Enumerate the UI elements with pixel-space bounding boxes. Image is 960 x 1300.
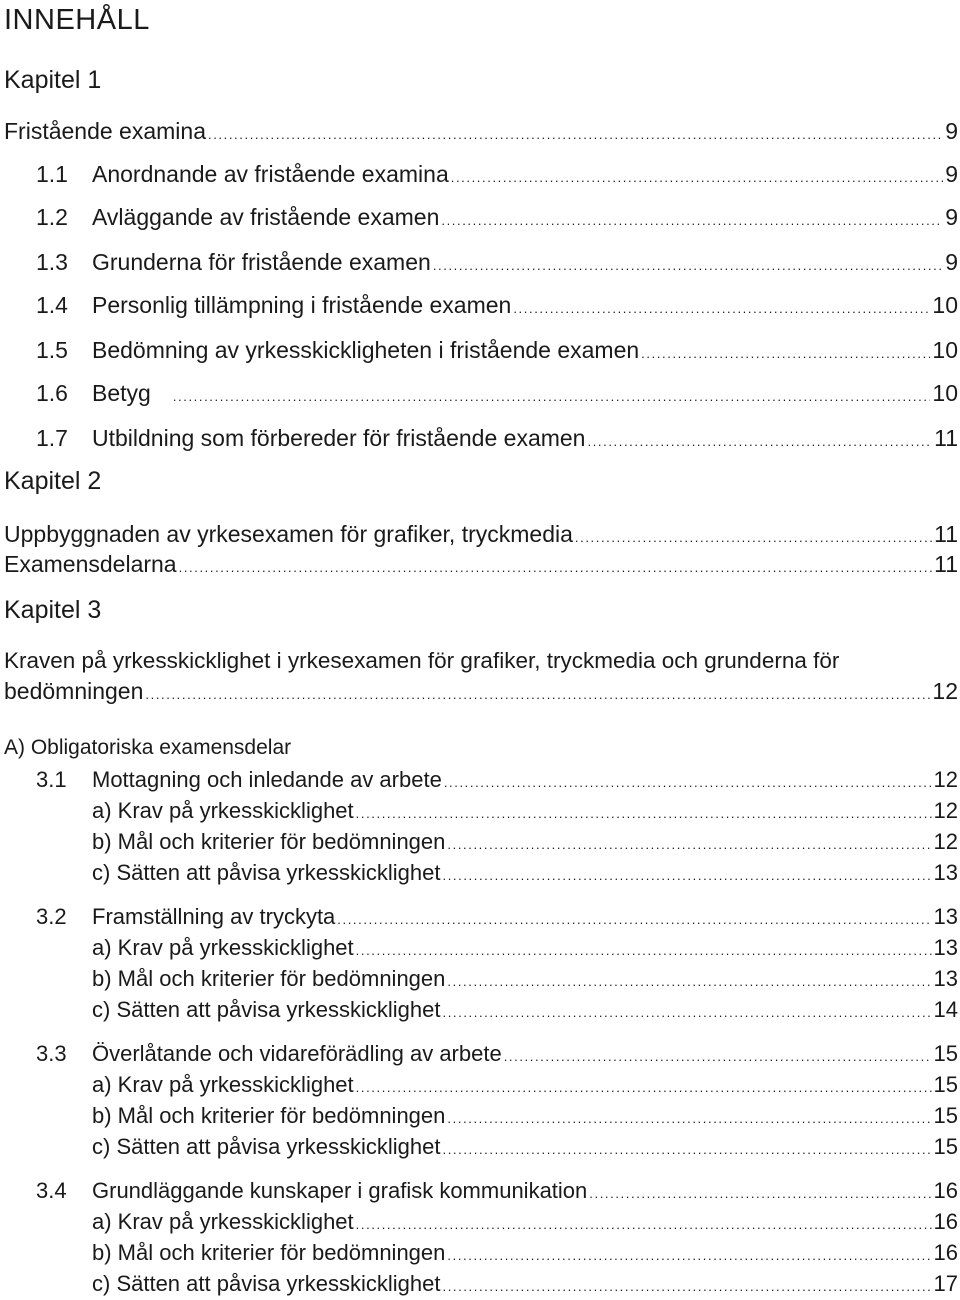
dot-leader [173, 390, 931, 403]
toc-entry-examensdelarna[interactable]: Examensdelarna ..... 11 [4, 549, 958, 579]
toc-entry-1-5[interactable]: 1.5 Bedömning av yrkesskickligheten i fristående examen ..... 10 [36, 335, 958, 365]
dot-leader [513, 302, 930, 315]
chapter-1-heading: Kapitel 1 [4, 66, 102, 94]
dot-leader [208, 128, 943, 141]
toc-entry-3-1[interactable]: 3.1 Mottagning och inledande av arbete ..... 12 [36, 765, 958, 795]
page-title: INNEHÅLL [4, 4, 150, 36]
dot-leader [356, 1081, 932, 1094]
dot-leader [444, 776, 932, 789]
toc-subentry-3-3-c[interactable]: c) Sätten att påvisa yrkesskicklighet ..... 15 [92, 1132, 958, 1162]
dot-leader [504, 1050, 932, 1063]
toc-entry-fristaende-examina[interactable]: Fristående examina ..... 9 [4, 116, 958, 146]
chapter-3-heading: Kapitel 3 [4, 596, 102, 624]
toc-entry-1-1[interactable]: 1.1 Anordnande av fristående examina ..... 9 [36, 159, 958, 189]
toc-subentry-3-1-b[interactable]: b) Mål och kriterier för bedömningen ..... 12 [92, 827, 958, 857]
dot-leader [575, 531, 932, 544]
dot-leader [442, 869, 931, 882]
dot-leader [442, 1280, 931, 1293]
dot-leader [356, 1218, 932, 1231]
dot-leader [337, 913, 931, 926]
toc-subentry-3-1-c[interactable]: c) Sätten att påvisa yrkesskicklighet ..... 13 [92, 858, 958, 888]
toc-entry-uppbyggnaden[interactable]: Uppbyggnaden av yrkesexamen för grafiker, tryckmedia ..... 11 [4, 519, 958, 549]
dot-leader [442, 1143, 931, 1156]
dot-leader [641, 347, 930, 360]
toc-entry-3-4[interactable]: 3.4 Grundläggande kunskaper i grafisk kommunikation ..... 16 [36, 1176, 958, 1206]
dot-leader [433, 259, 943, 272]
toc-subentry-3-2-b[interactable]: b) Mål och kriterier för bedömningen ..... 13 [92, 964, 958, 994]
dot-leader [589, 1187, 931, 1200]
toc-entry-1-7[interactable]: 1.7 Utbildning som förbereder för fristående examen ..... 11 [36, 423, 958, 453]
dot-leader [447, 975, 931, 988]
dot-leader [447, 1112, 931, 1125]
dot-leader [441, 214, 943, 227]
toc-subentry-3-4-c[interactable]: c) Sätten att påvisa yrkesskicklighet ..... 17 [92, 1269, 958, 1299]
toc-entry-1-3[interactable]: 1.3 Grunderna för fristående examen ..... 9 [36, 247, 958, 277]
section-label-obligatoriska: A) Obligatoriska examensdelar [4, 736, 292, 759]
toc-subentry-3-3-b[interactable]: b) Mål och kriterier för bedömningen ..... 15 [92, 1101, 958, 1131]
dot-leader [356, 944, 932, 957]
dot-leader [442, 1006, 931, 1019]
toc-subentry-3-4-a[interactable]: a) Krav på yrkesskicklighet ..... 16 [92, 1207, 958, 1237]
toc-entry-3-2[interactable]: 3.2 Framställning av tryckyta ..... 13 [36, 902, 958, 932]
toc-entry-3-3[interactable]: 3.3 Överlåtande och vidareförädling av arbete ..... 15 [36, 1039, 958, 1069]
toc-entry-1-4[interactable]: 1.4 Personlig tillämpning i fristående examen ..... 10 [36, 290, 958, 320]
toc-entry-1-2[interactable]: 1.2 Avläggande av fristående examen ..... 9 [36, 202, 958, 232]
dot-leader [447, 1249, 931, 1262]
toc-subentry-3-3-a[interactable]: a) Krav på yrkesskicklighet ..... 15 [92, 1070, 958, 1100]
toc-subentry-3-1-a[interactable]: a) Krav på yrkesskicklighet ..... 12 [92, 796, 958, 826]
dot-leader [451, 171, 943, 184]
dot-leader [587, 435, 932, 448]
toc-subentry-3-4-b[interactable]: b) Mål och kriterier för bedömningen ..... 16 [92, 1238, 958, 1268]
toc-entry-kraven-line2[interactable]: bedömningen ..... 12 [4, 676, 958, 706]
dot-leader [179, 561, 933, 574]
chapter-2-heading: Kapitel 2 [4, 467, 102, 495]
toc-entry-kraven-line1[interactable]: Kraven på yrkesskicklighet i yrkesexamen för grafiker, tryckmedia och grunderna för [4, 648, 840, 673]
dot-leader [145, 688, 930, 701]
toc-entry-1-6[interactable]: 1.6 Betyg ..... 10 [36, 378, 958, 408]
dot-leader [447, 838, 931, 851]
toc-subentry-3-2-c[interactable]: c) Sätten att påvisa yrkesskicklighet ..... 14 [92, 995, 958, 1025]
toc-subentry-3-2-a[interactable]: a) Krav på yrkesskicklighet ..... 13 [92, 933, 958, 963]
dot-leader [356, 807, 932, 820]
